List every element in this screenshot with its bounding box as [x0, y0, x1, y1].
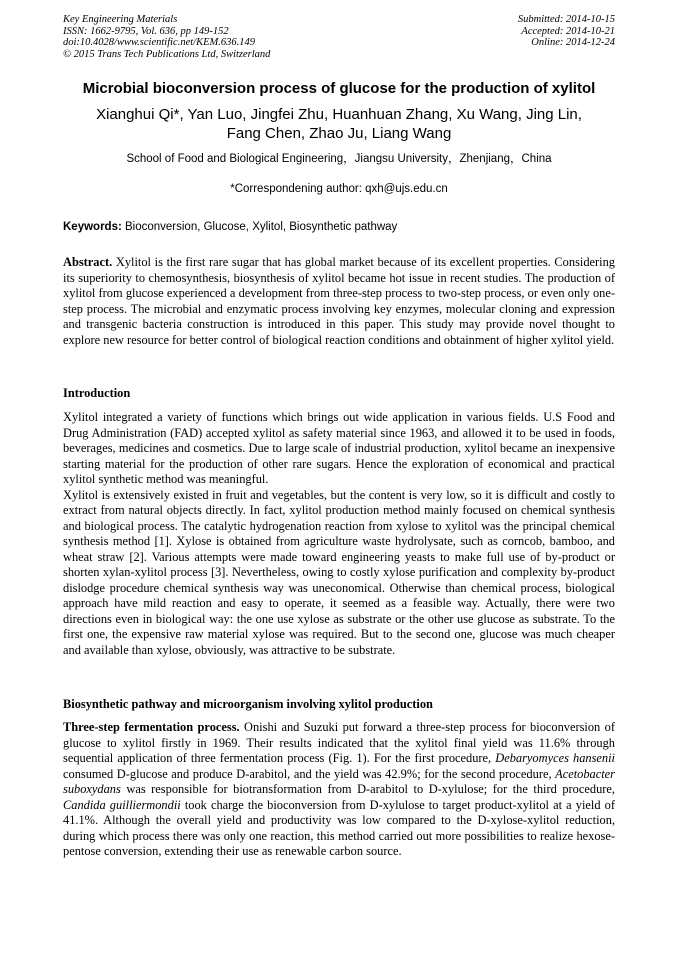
issn: ISSN: 1662-9795, Vol. 636, pp 149-152 [63, 25, 229, 37]
text-run: was responsible for biotransformation from D-arabitol to D-xylulose; for the third procedure, [120, 782, 615, 796]
abstract [63, 255, 615, 348]
text-run: consumed D-glucose and produce D-arabitol, and the yield was 42.9%; for the second procedure, [63, 766, 556, 781]
three-step-paragraph [63, 720, 615, 860]
text-run: Onishi and Suzuki put forward a three-step process for bioconversion of glucose to xylitol firstly in 1969. Their results indicated that the xylitol final yield was 11.6% through sequential application of three fermentation process (Fig. 1). For the first procedure, [63, 720, 615, 765]
species-name: Debaryomyces hansenii [495, 751, 615, 765]
text-run: took charge the bioconversion from D-xylulose to target product-xylitol at a yield of 41.1%. Although the overall yield and productivity was low compared to the D-xylose-xylitol reduction, during which process there was only one reaction, this method carried out more possibilities to realize hexose-pentose conversion, extending their use as renewable carbon source. [63, 797, 615, 858]
submitted-date: Submitted: 2014-10-15 [517, 14, 615, 25]
journal-info [63, 14, 270, 60]
biosynthetic-body [63, 720, 615, 860]
keywords-text: Bioconversion, Glucose, Xylitol, Biosynthetic pathway [121, 221, 398, 233]
authors-line-1: Xianghui Qi*, Yan Luo, Jingfei Zhu, Huanhuan Zhang, Xu Wang, Jing Lin, [96, 106, 582, 123]
publication-dates [518, 14, 615, 49]
introduction-body [63, 410, 615, 658]
keywords [63, 220, 615, 234]
author-list [60, 106, 618, 143]
biosynthetic-heading: Biosynthetic pathway and microorganism involving xylitol production [63, 697, 433, 711]
correspondence: *Correspondening author: qxh@ujs.edu.cn [230, 183, 448, 195]
introduction-paragraph-2: Xylitol is extensively existed in fruit and vegetables, but the content is very low, so it is difficult and costly to extract from natural objects directly. In fact, xylitol production method mainly focused on chemical synthesis and biological process. The catalytic hydrogenation reaction from xylose to xylitol was the principal chemical synthesis method [1]. Xylose is obtained from agriculture waste hydrolysate, such as corncob, bamboo, and wheat straw [2]. Various attempts were made toward engineering yeasts to make full use of by-product or shorten xylan-xylitol process [3]. Nevertheless, owing to costly xylose purification and complexity by-product dislodge procedure chemical synthesis way was uneconomical. Otherwise than chemical process, biological approach have mild reaction and easy to operate, it seemed as a feasible way. Actually, there were two directions even in biological way: the one use xylose as substrate or the other use glucose as substrate. To the first one, the expensive raw material xylose was required. But to the second one, glucose was much cheaper and available than xylose, obviously, was attractive to be substrate. [63, 487, 615, 657]
abstract-label: Abstract. [63, 255, 113, 269]
authors-line-2: Fang Chen, Zhao Ju, Liang Wang [226, 124, 452, 142]
keywords-label: Keywords: [63, 221, 122, 233]
doi: doi:10.4028/www.scientific.net/KEM.636.149 [63, 37, 255, 48]
online-date: Online: 2014-12-24 [531, 37, 615, 48]
species-name: Candida guilliermondii [63, 797, 181, 812]
copyright: © 2015 Trans Tech Publications Ltd, Switzerland [63, 48, 271, 60]
accepted-date: Accepted: 2014-10-21 [521, 25, 615, 37]
affiliation: School of Food and Biological Engineering，Jiangsu University，Zhenjiang，China [126, 153, 552, 165]
species-name: Acetobacter suboxydans [63, 766, 615, 796]
abstract-text: Xylitol is the first rare sugar that has global market because of its excellent properties. Considering its superiority to chemosynthesis, biosynthesis of xylitol became hot issue in recent studies. The production of xylitol from glucose experienced a development from three-step process to two-step process, or even only one-step process. The microbial and enzymatic process involving key enzymes, molecular cloning and expression and transgenic bacteria construction is introduced in this paper. This study may provide novel thought to explore new resource for better control of biological reaction conditions and obtainment of higher xylitol yield. [63, 255, 615, 347]
paper-title: Microbial bioconversion process of glucose for the production of xylitol [82, 80, 596, 97]
journal-name: Key Engineering Materials [63, 14, 178, 25]
introduction-heading: Introduction [63, 386, 131, 400]
three-step-subheading: Three-step fermentation process. [63, 720, 240, 734]
introduction-paragraph-1: Xylitol integrated a variety of functions which brings out wide application in various fields. U.S Food and Drug Administration (FAD) accepted xylitol as safety material since 1963, and allowed it to be used in foods, beverages, medicines and cosmetics. Due to large scale of industrial production, xylitol became an inexpensive starting material for the production of other rare sugars. Hence the exploration of economical and practical xylitol synthetic method was meaningful. [63, 410, 615, 486]
